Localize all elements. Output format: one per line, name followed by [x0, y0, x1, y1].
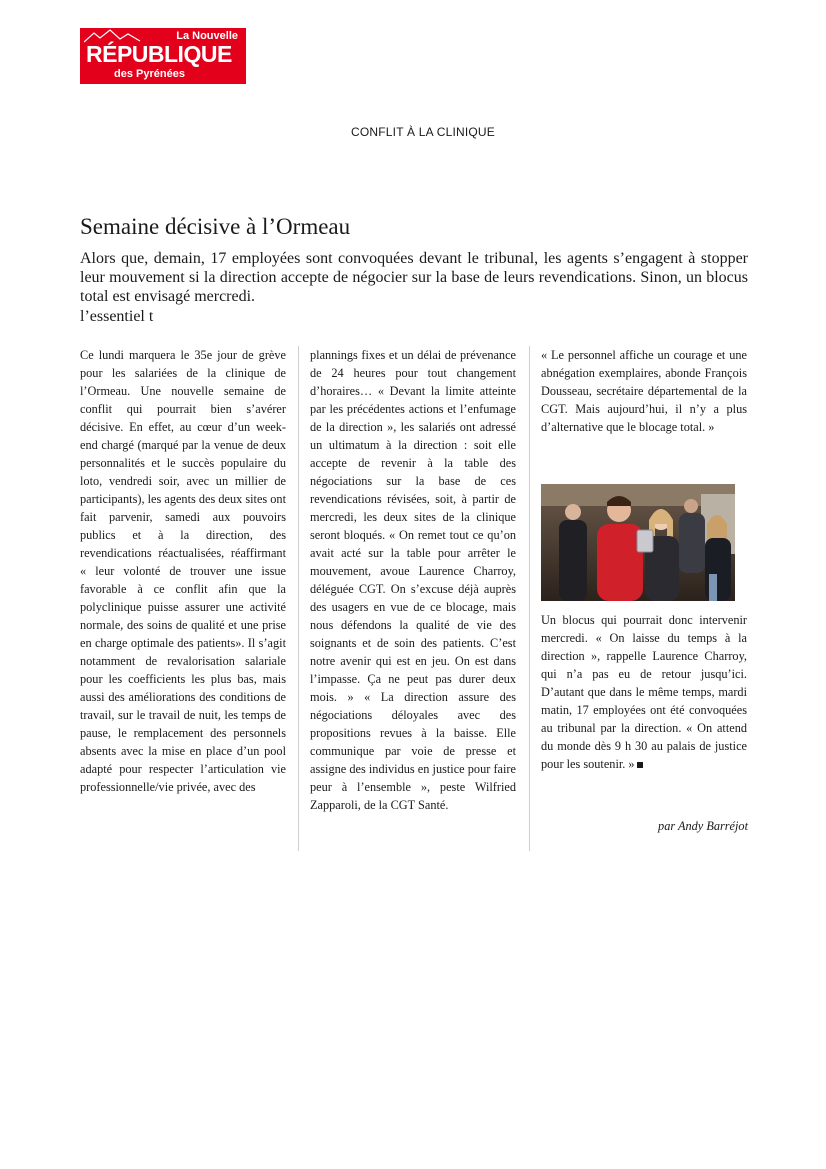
logo-line-top: La Nouvelle	[176, 30, 238, 42]
article-lead: Alors que, demain, 17 employées sont convoquées devant le tribunal, les agents s’engagent à stopper leur mouvement si la direction accepte de négocier sur la base de leurs revendications. Sinon, un blocus total est envisagé mercredi.	[80, 250, 748, 305]
logo-line-main: RÉPUBLIQUE	[86, 41, 232, 67]
article-headline: Semaine décisive à l’Ormeau	[80, 214, 351, 239]
column-divider	[298, 346, 299, 851]
article-column-2: plannings fixes et un délai de prévenance de 24 heures pour tout changement d’horaires… « Devant la limite atteinte par les précédentes actions et l’enfumage de la direction », les salariés ont adressé un ultimatum à la direction : soit elle accepte de revenir à la table des négociations sur la base de ces revendications révisées, soit, à partir de mercredi, les deux sites de la clinique seront bloqués. « On remet tout ce qu’on avait acté sur la table pour arrêter le mouvement, avoue Laurence Charroy, déléguée CGT. On s’excuse déjà auprès des usagers en vue de ce blocage, mais nous défendons la qualité de vie des soignants et de soin des patients. C’est notre avenir qui est en jeu. On est dans l’impasse. Ça ne peut pas durer deux mois. » « La direction assure des négociations déloyales avec des propositions revues à la baisse. Elle communique par voie de presse et assigne des individus en justice pour faire peur à l’ensemble », peste Wilfried Zapparoli, de la CGT Santé.	[310, 348, 516, 812]
column-3-bottom-text: Un blocus qui pourrait donc intervenir mercredi. « On laisse du temps à la direction », rappelle Laurence Charroy, qui n’a pas eu de retour jusqu’ici. D’autant que dans le même temps, mardi matin, 17 employées ont été convoquées au tribunal par la direction. « On attend du monde dès 9 h 30 au palais de justice pour les soutenir. »	[541, 613, 747, 771]
author-byline: par Andy Barréjot	[658, 819, 748, 833]
newspaper-logo	[80, 28, 246, 84]
end-of-article-mark	[637, 762, 643, 768]
section-tag: CONFLIT À LA CLINIQUE	[350, 125, 496, 139]
logo-line-bottom: des Pyrénées	[114, 68, 185, 80]
article-photo	[541, 484, 735, 601]
article-column-3-top: « Le personnel affiche un courage et une abnégation exemplaires, abonde François Dousseau, secrétaire départemental de la CGT. Mais aujourd’hui, il n’y a plus d’alternative que le blocage total. »	[541, 348, 747, 434]
column-divider	[529, 346, 530, 851]
lead-tag: l’essentiel t	[80, 308, 154, 325]
article-column-3-bottom	[541, 611, 747, 773]
crowd-photo-illustration	[541, 484, 735, 601]
article-column-1: Ce lundi marquera le 35e jour de grève pour les salariées de la clinique de l’Ormeau. Une nouvelle semaine de conflit qui pourrait bien s’avérer décisive. En effet, au cœur d’un week-end chargé (marqué par la venue de deux personnalités et le succès populaire du loto, vendredi soir, avec un millier de participants), les agents des deux sites ont fait parvenir, samedi aux pouvoirs publics et à la direction, des revendications réactualisées, réaffirmant « leur volonté de trouver une issue favorable à ce conflit afin que la polyclinique puisse assurer une activité normale, des soins de qualité et une prise en charge optimale des patients». Il s’agit notamment de revalorisation salariale pour les coefficients les plus bas, mais aussi des améliorations des conditions de travail, sur le travail de nuit, les temps de pause, le remplacement des personnels absents avec la mise en place d’un pool adapté pour respecter l’articulation vie professionnelle/vie privée, avec des	[80, 348, 286, 794]
